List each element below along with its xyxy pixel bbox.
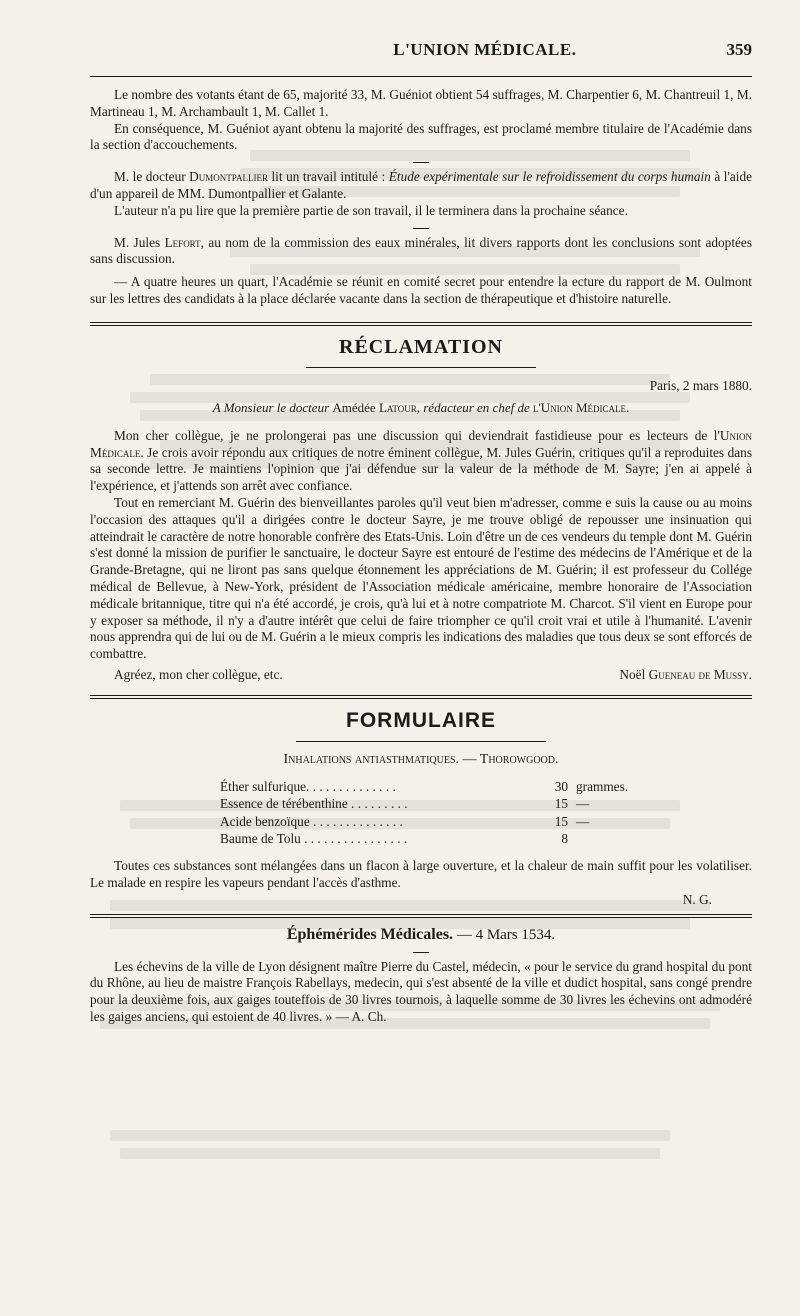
letter-date: Paris, 2 mars 1880.: [649, 377, 752, 393]
author-name: Lefort: [164, 234, 201, 250]
heading-underline: [306, 367, 536, 368]
letter-dedication: A Monsieur le docteur Amédée Latour, rédacteur en chef de l'Union Médicale.: [212, 399, 630, 415]
heading-underline: [296, 741, 546, 742]
section-heading: FORMULAIRE: [346, 708, 496, 732]
academy-report: [90, 87, 752, 308]
running-header: [90, 40, 752, 76]
recipe-initials: N. G.: [682, 891, 712, 907]
separator-dash: [413, 162, 429, 163]
ingredient-row: Baume de Tolu . . . . . . . . . . . . . . . . 8: [220, 831, 568, 847]
lefort-paragraph: M. Jules Lefort, au nom de la commission des eaux minérales, lit divers rapports dont les conclusions sont adoptées sans discussion.: [90, 234, 752, 267]
formulaire-section: [90, 699, 752, 908]
separator-dash: [413, 228, 429, 229]
recipe-instructions: Toutes ces substances sont mélangées dans un flacon à large ouverture, et la chaleur de main suffit pour les volatiliser. Le malade en respire les vapeurs pendant l'accès d'asthme.: [90, 857, 752, 890]
election-paragraph: En conséquence, M. Guéniot ayant obtenu la majorité des suffrages, est proclamé membre titulaire de l'Académie dans la section d'accouchements.: [90, 120, 752, 153]
separator-dash: [413, 952, 429, 953]
ingredient-row: Acide benzoïque . . . . . . . . . . . . . . 15 —: [220, 813, 590, 829]
letter-paragraph: Tout en remerciant M. Guérin des bienveillantes paroles qu'il veut bien m'adresser, comme e suis la cause ou au moins l'occasion des attaques qu'il a dirigées contre le docteur Sayre, je me trouve obligé de repousser une insinuation qui atteindrait le caractère de notre honorable confrère des Etats-Unis. Loin d'être un de ces vendeurs du temple dont M. Guérin s'est donné la mission de purifier le sanctuaire, le docteur Sayre est entouré de l'estime des médecins de l'Amérique et de la Grande-Bretagne, qui ne liront pas sans quelque étonnement les appréciations de M. Guérin; il est professeur du Collége médical de Bellevue, à New-York, président de l'Association médicale américaine, membre honoraire de l'Association médicale britannique, titre qui n'a été accordé, je crois, qu'à lui et à notre compatriote M. Charcot. S'il vient en Europe pour y exposer sa méthode, il n'y a d'autre intérêt que celui de faire triompher ce qu'il croit vrai et utile à l'humanité. L'avenir nous apprendra qui de lui ou de M. Guérin a le mieux compris les indications des maladies que tous deux se sont efforcés de combattre.: [90, 494, 752, 662]
page-content: [90, 40, 752, 1026]
letter-paragraph: Mon cher collègue, je ne prolongerai pas une discussion qui deviendrait fastidieuse pour es lecteurs de l'Union Médicale. Je crois avoir répondu aux critiques de notre éminent collègue, M. Jules Guérin, critiques qu'il a reproduites dans sa seconde lettre. Je maintiens l'opinion que j'ai défendue sur la valeur de la méthode de M. Sayre; j'en ai appelé à l'expérience, et j'attends son arrêt avec confiance.: [90, 427, 752, 494]
ephemeride-paragraph: Les échevins de la ville de Lyon désignent maître Pierre du Castel, médecin, « pour le service du grand hospital du pont du Rhône, au lieu de maistre François Rabellays, medecin, qui s'est absenté de la ville et dudict hospital, sans congé prendre pour la deuxième fois, aux gaiges touteffois de 30 livres tournois, à laquelle somme de 30 livres les échevins ont admodéré les gaiges anciens, qui estoient de 40 livres. » — A. Ch.: [90, 958, 752, 1024]
section-double-rule: [90, 914, 752, 918]
journal-title: L'UNION MÉDICALE.: [393, 40, 577, 59]
letter-signature-line: [90, 667, 752, 683]
section-heading: RÉCLAMATION: [339, 335, 503, 358]
ingredient-row: Essence de térébenthine . . . . . . . . . 15 —: [220, 796, 590, 812]
recipe-ingredients: [220, 778, 660, 848]
signature: Noël Gueneau de Mussy.: [619, 666, 752, 682]
continuation-paragraph: L'auteur n'a pu lire que la première partie de son travail, il le terminera dans la prochaine séance.: [114, 202, 628, 218]
section-heading: Éphémérides Médicales. — 4 Mars 1534.: [286, 925, 556, 943]
vote-result-paragraph: Le nombre des votants étant de 65, majorité 33, M. Guéniot obtient 54 suffrages, M. Charpentier 6, M. Chantreuil 1, M. Martineau 1, M. Archambault 1, M. Callet 1.: [90, 87, 752, 119]
dumontpallier-paragraph: M. le docteur Dumontpallier lit un travail intitulé : Étude expérimentale sur le refroidissement du corps humain à l'aide d'un appareil de MM. Dumontpallier et Galante.: [90, 169, 753, 201]
ingredient-row: Éther sulfurique. . . . . . . . . . . . . . 30 grammes.: [220, 778, 629, 794]
author-name: Dumontpallier: [189, 169, 268, 185]
page-number: 359: [726, 40, 752, 59]
recipe-title: Inhalations antiasthmatiques. — Thorowgood.: [283, 751, 559, 767]
header-rule: [90, 76, 752, 77]
ephemerides-section: [90, 926, 752, 1026]
work-title: Étude expérimentale sur le refroidissement du corps humain: [388, 169, 711, 185]
reclamation-section: [90, 326, 752, 683]
closing-formula: Agréez, mon cher collègue, etc.: [114, 666, 283, 682]
secret-committee-paragraph: — A quatre heures un quart, l'Académie se réunit en comité secret pour entendre la ecture du rapport de M. Oulmont sur les lettres des candidats à la place déclarée vacante dans la section de thérapeutique et d'histoire naturelle.: [90, 274, 752, 306]
